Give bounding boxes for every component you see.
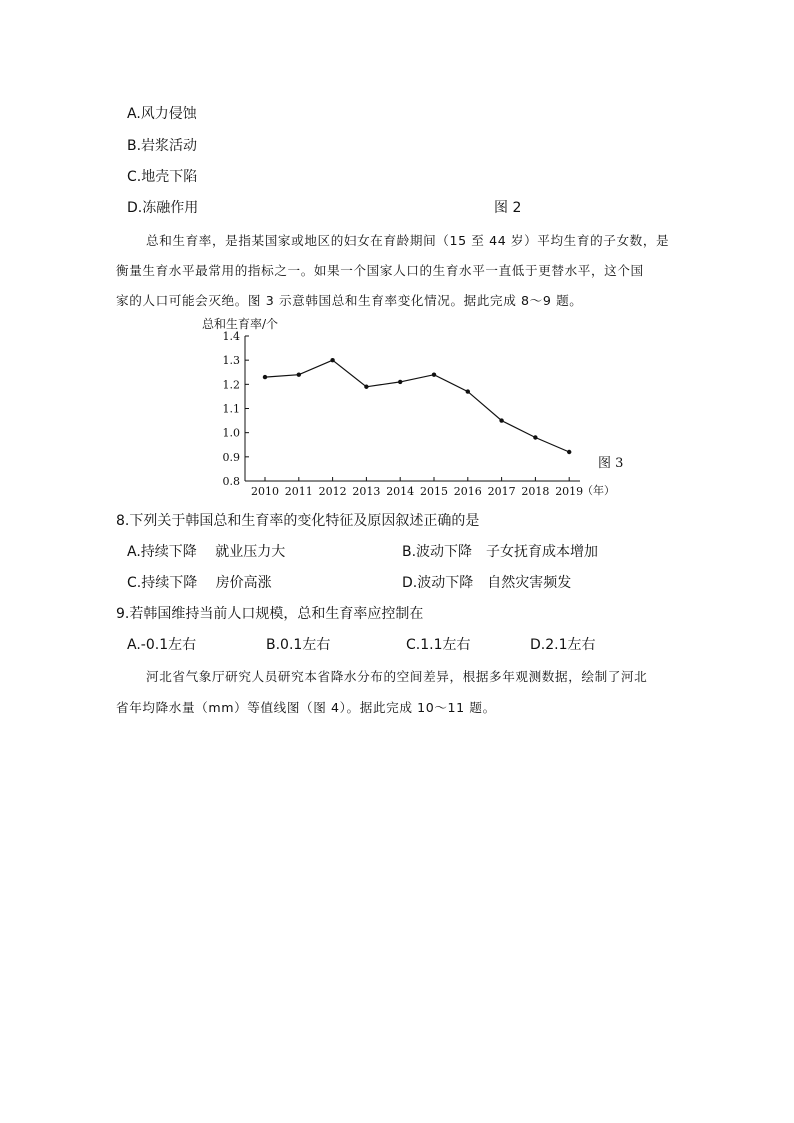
q8-option-a: A.持续下降 就业压力大: [127, 544, 286, 560]
series-line: [265, 360, 569, 452]
data-point-2010: [263, 375, 267, 379]
data-point-2015: [432, 372, 436, 376]
q9-option-c: C.1.1左右: [406, 637, 471, 653]
q8-stem: 8.下列关于韩国总和生育率的变化特征及原因叙述正确的是: [116, 513, 480, 529]
data-point-2017: [499, 418, 503, 422]
y-tick-label: 0.8: [222, 475, 240, 488]
q9-option-b: B.0.1左右: [266, 637, 331, 653]
data-point-2019: [567, 450, 571, 454]
y-tick-label: 1.1: [222, 402, 240, 416]
x-tick-label: 2012: [318, 485, 347, 498]
x-tick-label: 2016: [453, 485, 482, 498]
data-point-2012: [330, 358, 334, 362]
figure-2-label: 图 2: [494, 200, 522, 216]
intro-line-3: 家的人口可能会灭绝。图 3 示意韩国总和生育率变化情况。据此完成 8～9 题。: [116, 293, 583, 308]
q9-option-d: D.2.1左右: [530, 637, 596, 653]
chart-xlabel: （年）: [582, 484, 615, 497]
y-tick-label: 1.4: [222, 330, 240, 343]
x-tick-label: 2019: [555, 485, 584, 498]
x-tick-label: 2015: [420, 485, 448, 498]
data-point-2011: [297, 372, 301, 376]
q7-option-d: D.冻融作用: [127, 200, 199, 216]
x-tick-label: 2018: [521, 485, 550, 498]
q7-option-b: B.岩浆活动: [127, 138, 198, 154]
q8-option-d: D.波动下降 自然灾害频发: [402, 575, 572, 591]
y-tick-label: 1.2: [222, 378, 240, 392]
x-tick-label: 2017: [487, 485, 516, 498]
y-tick-label: 0.9: [222, 450, 240, 464]
outro-line-1: 河北省气象厅研究人员研究本省降水分布的空间差异，根据多年观测数据，绘制了河北: [146, 669, 648, 684]
x-tick-label: 2010: [251, 485, 279, 498]
x-tick-label: 2014: [386, 485, 415, 498]
data-point-2014: [398, 380, 402, 384]
fertility-rate-line-chart: [190, 312, 640, 502]
chart-ylabel: 总和生育率/个: [202, 317, 279, 331]
q9-option-a: A.-0.1左右: [127, 637, 197, 653]
q7-option-c: C.地壳下陷: [127, 169, 198, 185]
q8-option-c: C.持续下降 房价高涨: [127, 575, 272, 591]
data-point-2018: [533, 435, 537, 439]
data-point-2013: [364, 385, 368, 389]
q8-option-b: B.波动下降 子女抚育成本增加: [402, 544, 599, 560]
y-tick-label: 1.3: [222, 354, 240, 368]
outro-line-2: 省年均降水量（mm）等值线图（图 4）。据此完成 10～11 题。: [116, 700, 496, 715]
figure-3-label: 图 3: [598, 456, 624, 471]
data-point-2016: [466, 389, 470, 393]
intro-line-2: 衡量生育水平最常用的指标之一。如果一个国家人口的生育水平一直低于更替水平，这个国: [116, 263, 644, 278]
x-tick-label: 2013: [352, 485, 381, 498]
intro-line-1: 总和生育率，是指某国家或地区的妇女在育龄期间（15 至 44 岁）平均生育的子女数，是: [146, 233, 670, 248]
q7-option-a: A.风力侵蚀: [127, 106, 197, 122]
x-tick-label: 2011: [284, 485, 313, 498]
q9-stem: 9.若韩国维持当前人口规模，总和生育率应控制在: [116, 606, 424, 622]
y-tick-label: 1.0: [222, 426, 240, 440]
